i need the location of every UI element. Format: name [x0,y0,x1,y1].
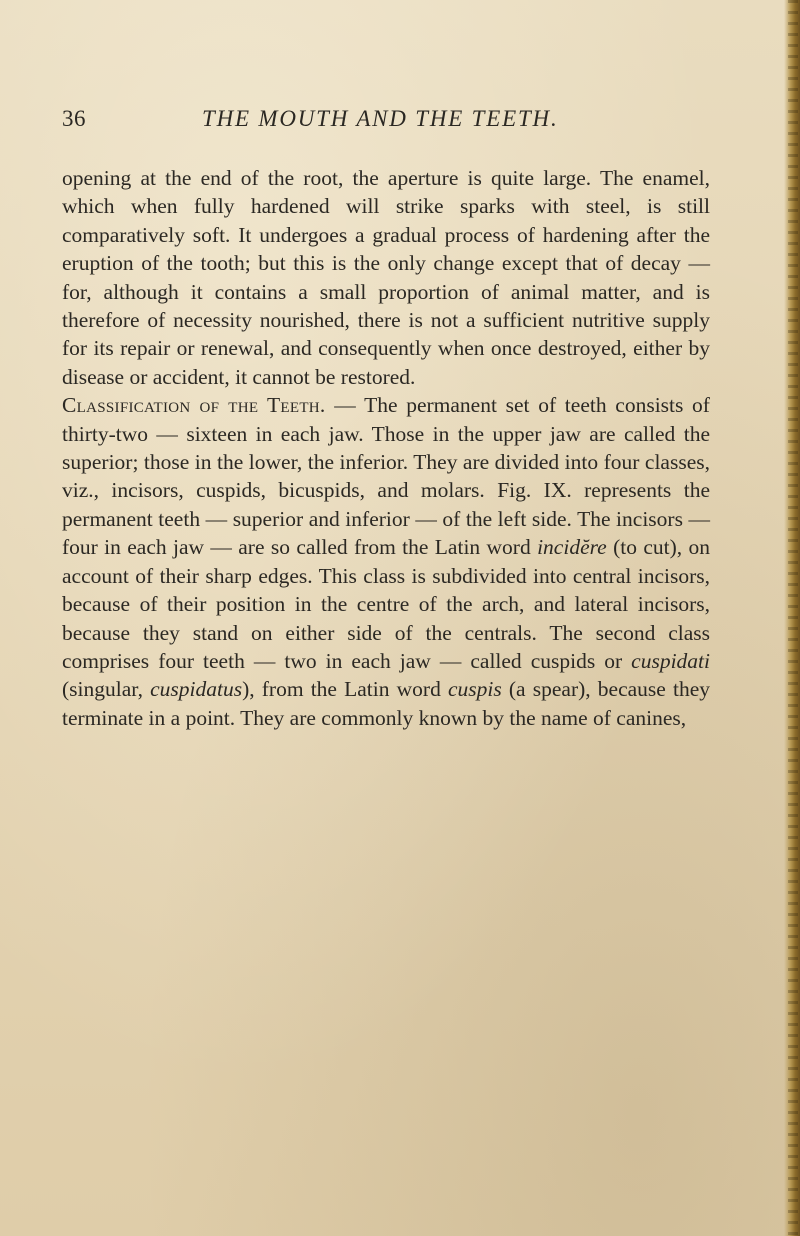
latin-term-cuspidatus: cuspidatus [150,677,243,702]
page-header [62,106,702,140]
paragraph-2-text-d: ), from the Latin word [242,677,448,702]
paragraph-2-text-e: (a spear), because they terminate in a point. They are commonly known by the name of canines, [62,677,710,730]
body-text [62,164,710,732]
running-head: THE MOUTH AND THE TEETH. [202,106,559,131]
section-heading: Classification of the Teeth. [62,393,326,418]
paragraph-2-text-a: The permanent set of teeth consists of thirty-two — sixteen in each jaw. Those in the upper jaw are called the superior; those in the lower, the inferior. They are divided into four classes, viz., incisors, cuspids, bicuspids, and molars. Fig. IX. represents the permanent teeth — superior and inferior — of the left side. The incisors — four in each jaw — are so called from the Latin word [62,393,710,560]
latin-term-cuspidati: cuspidati [631,648,710,673]
latin-term-incidere: incidĕre [537,535,607,560]
paragraph-1: opening at the end of the root, the aperture is quite large. The enamel, which when fully hardened will strike sparks with steel, is still comparatively soft. It undergoes a gradual process of hardening after the eruption of the tooth; but this is the only change except that of decay — for, although it contains a small proportion of animal matter, and is therefore of necessity nourished, there is not a sufficient nutritive supply for its repair or renewal, and consequently when once destroyed, either by disease or accident, it cannot be restored. [62,166,710,389]
page-number: 36 [62,106,86,131]
paragraph-2-text-c: (singular, [62,677,151,702]
latin-term-cuspis: cuspis [447,677,502,702]
paragraph-2 [62,391,710,732]
page-edge-texture [788,0,798,1236]
paragraph-2-text-b: (to cut), on account of their sharp edges. This class is subdivided into central incisors, because of their position in the centre of the arch, and lateral incisors, because they stand on either side of the centrals. The second class comprises four teeth — two in each jaw — called cuspids or [62,535,710,673]
heading-dash: — [325,393,365,418]
